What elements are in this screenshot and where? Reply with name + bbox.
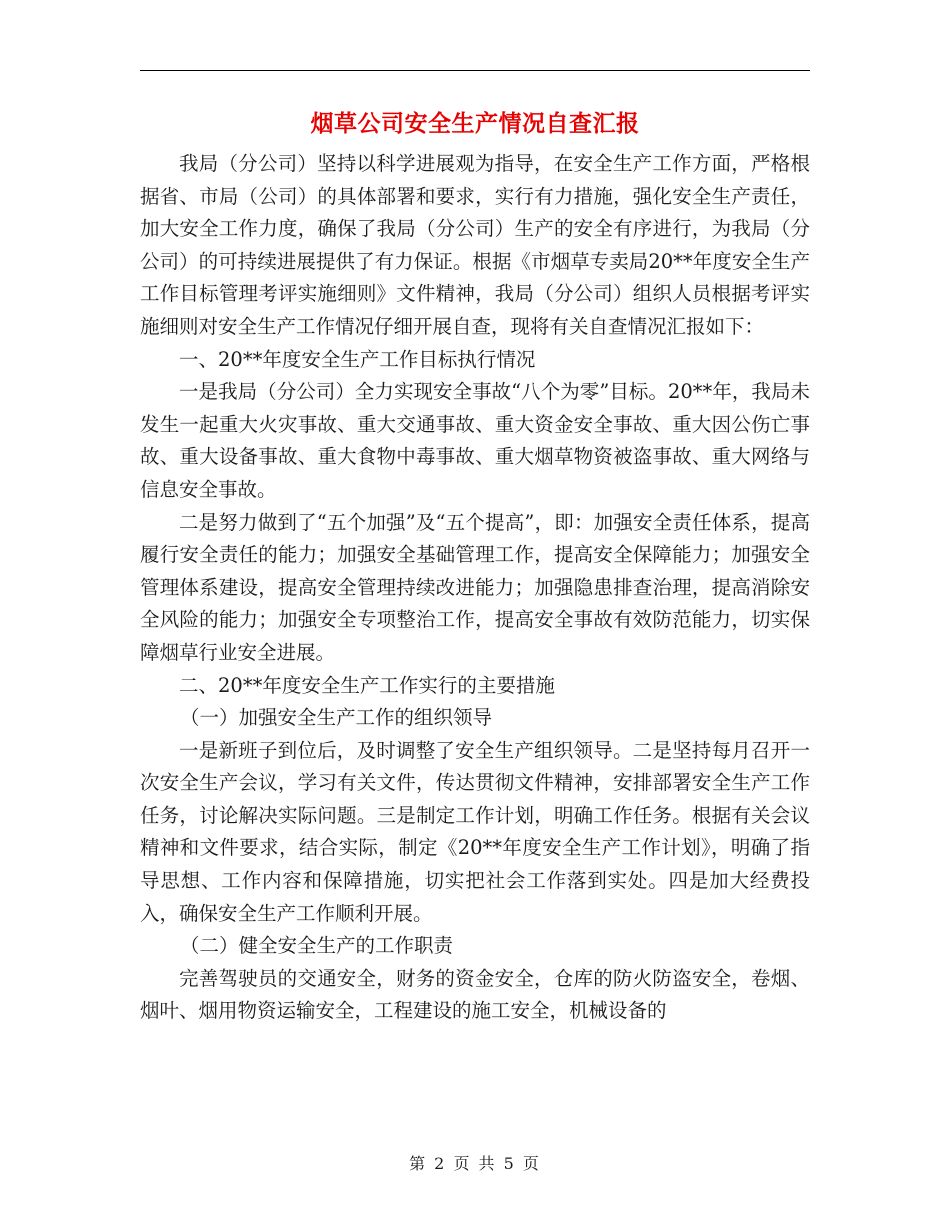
paragraph-measures-1: 一是新班子到位后，及时调整了安全生产组织领导。二是坚持每月召开一次安全生产会议，学习有关文件，传达贯彻文件精神，安排部署安全生产工作任务，讨论解决实际问题。三是制定工作计划，明确工作任务。根据有关会议精神和文件要求，结合实际，制定《20**年度安全生产工作计划》，明确了指导思想、工作内容和保障措施，切实把社会工作落到实处。四是加大经费投入，确保安全生产工作顺利开展。 (140, 738, 810, 925)
subsection-heading-1: （一）加强安全生产工作的组织领导 (179, 706, 492, 730)
paragraph-goal-2: 二是努力做到了“五个加强”及“五个提高”，即：加强安全责任体系，提高履行安全责任的能力；加强安全基础管理工作，提高安全保障能力；加强安全管理体系建设，提高安全管理持续改进能力；加强隐患排查治理，提高消除安全风险的能力；加强安全专项整治工作，提高安全事故有效防范能力，切实保障烟草行业安全进展。 (140, 510, 810, 664)
section-heading-2: 二、20**年度安全生产工作实行的主要措施 (179, 673, 555, 697)
paragraph-duties: 完善驾驶员的交通安全，财务的资金安全，仓库的防火防盗安全，卷烟、烟叶、烟用物资运输安全，工程建设的施工安全，机械设备的 (140, 966, 810, 1023)
paragraph-goal-1: 一是我局（分公司）全力实现安全事故“八个为零”目标。20**年，我局未发生一起重大火灾事故、重大交通事故、重大资金安全事故、重大因公伤亡事故、重大设备事故、重大食物中毒事故、重大烟草物资被盗事故、重大网络与信息安全事故。 (140, 380, 810, 501)
document-title: 烟草公司安全生产情况自查汇报 (310, 111, 640, 137)
document-body (140, 148, 810, 1028)
paragraph-intro: 我局（分公司）坚持以科学进展观为指导，在安全生产工作方面，严格根据省、市局（公司）的具体部署和要求，实行有力措施，强化安全生产责任，加大安全工作力度，确保了我局（分公司）生产的安全有序进行，为我局（分公司）的可持续进展提供了有力保证。根据《市烟草专卖局20**年度安全生产工作目标管理考评实施细则》文件精神，我局（分公司）组织人员根据考评实施细则对安全生产工作情况仔细开展自查，现将有关自查情况汇报如下： (140, 152, 810, 338)
page-number-footer: 第 2 页 共 5 页 (409, 1154, 541, 1173)
header-rule (140, 70, 810, 71)
section-heading-1: 一、20**年度安全生产工作目标执行情况 (179, 347, 536, 371)
subsection-heading-2: （二）健全安全生产的工作职责 (179, 934, 453, 958)
